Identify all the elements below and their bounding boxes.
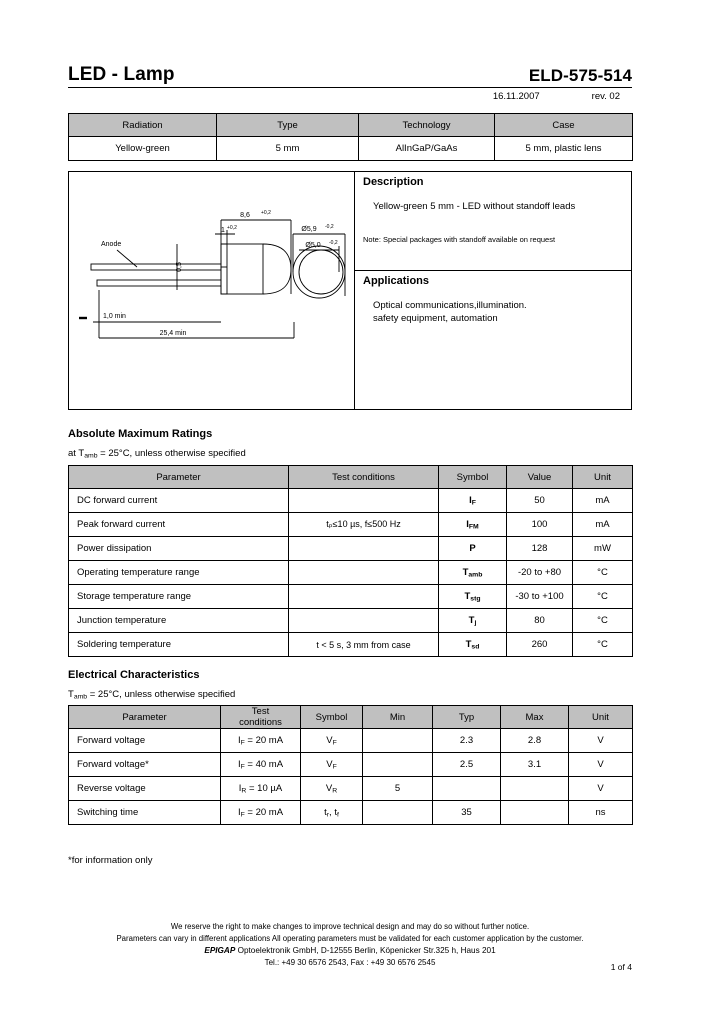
- cond-rest: = 20 mA: [244, 806, 284, 818]
- table-row: [69, 801, 633, 825]
- document-date: 16.11.2007: [492, 91, 540, 102]
- cell-max: [501, 777, 569, 801]
- cell-parameter: Soldering temperature: [69, 633, 289, 657]
- cell-parameter: Reverse voltage: [69, 777, 221, 801]
- cond-subscript: R: [241, 787, 247, 795]
- column-header-unit: Unit: [569, 706, 633, 729]
- symbol-base: I: [466, 518, 469, 530]
- symbol-subscript-2: f: [336, 811, 339, 819]
- description-note: Note: Special packages with standoff available on request: [363, 235, 556, 244]
- drawing-label-body-length-tol: +0,2: [261, 210, 271, 216]
- applications-box: [355, 271, 631, 409]
- table-header-row: [69, 114, 633, 137]
- cell-parameter: Switching time: [69, 801, 221, 825]
- drawing-label-diameter-inner-tol: -0,2: [329, 240, 338, 246]
- column-header-type: Type: [217, 114, 359, 137]
- footer-disclaimer-line-1: We reserve the right to make changes to improve technical design and may do so without further notice.: [170, 922, 530, 931]
- drawing-label-lead-length: 25,4 min: [159, 330, 187, 337]
- cond-subscript: F: [240, 763, 245, 771]
- cell-value: 100: [507, 513, 573, 537]
- applications-heading: Applications: [363, 275, 430, 287]
- column-header-test-conditions: Test conditions: [289, 466, 439, 489]
- symbol-subscript: F: [332, 739, 337, 747]
- cell-unit: °C: [573, 633, 633, 657]
- cell-unit: V: [569, 753, 633, 777]
- cell-max: 2.8: [501, 729, 569, 753]
- cell-symbol: $t_r$, $t_f$: [301, 801, 363, 825]
- test-conditions-line-2: conditions: [239, 717, 282, 728]
- applications-line-1: Optical communications,illumination.: [373, 300, 527, 311]
- drawing-label-flange: 1: [221, 227, 225, 234]
- led-package-drawing-icon: [69, 172, 355, 408]
- description-box: [355, 172, 631, 271]
- page-footer: [68, 921, 632, 972]
- cell-unit: °C: [573, 609, 633, 633]
- drawing-label-flange-tol: +0,2: [227, 225, 237, 231]
- symbol-base: V: [325, 782, 333, 794]
- column-header-symbol: Symbol: [301, 706, 363, 729]
- drawing-label-body-length: 8,6: [240, 212, 250, 219]
- cell-unit: V: [569, 777, 633, 801]
- table-row: [69, 633, 633, 657]
- electrical-characteristics-table: [68, 705, 633, 825]
- ec-section-heading: Electrical Characteristics: [68, 669, 200, 681]
- column-header-case: Case: [495, 114, 633, 137]
- cell-unit: mA: [573, 513, 633, 537]
- page-number: 1 of 4: [610, 962, 632, 972]
- column-header-radiation: Radiation: [69, 114, 217, 137]
- mechanical-drawing-panel: [69, 172, 355, 409]
- symbol-base-2: t: [334, 806, 337, 818]
- symbol-base: T: [465, 638, 472, 650]
- test-conditions-line-1: Test: [251, 706, 270, 717]
- drawing-label-lead-width: 0,5: [176, 262, 183, 272]
- column-header-min: Min: [363, 706, 433, 729]
- cell-min: [363, 729, 433, 753]
- cell-case: 5 mm, plastic lens: [495, 137, 633, 161]
- cell-parameter: Junction temperature: [69, 609, 289, 633]
- cond-base: I: [237, 734, 241, 746]
- cell-value: -30 to +100: [507, 585, 573, 609]
- cell-test-conditions: [221, 753, 301, 777]
- drawing-label-min-height: 1,0 min: [103, 313, 126, 320]
- cell-min: [363, 801, 433, 825]
- symbol-subscript: F: [332, 763, 337, 771]
- column-header-value: Value: [507, 466, 573, 489]
- ec-sub-subscript: amb: [73, 693, 88, 701]
- cond-base: I: [238, 782, 242, 794]
- applications-line-2: safety equipment, automation: [373, 313, 498, 324]
- cell-unit: mW: [573, 537, 633, 561]
- cell-radiation: Yellow-green: [69, 137, 217, 161]
- cond-subscript: F: [240, 811, 245, 819]
- footer-contact-line: Tel.: +49 30 6576 2543, Fax : +49 30 6576 2545: [264, 957, 436, 967]
- cell-parameter: Storage temperature range: [69, 585, 289, 609]
- cell-test-conditions: [289, 537, 439, 561]
- cell-unit: ns: [569, 801, 633, 825]
- amr-table-container: [68, 465, 633, 657]
- cell-parameter: Operating temperature range: [69, 561, 289, 585]
- symbol-base: V: [326, 734, 333, 746]
- cell-test-conditions: tₚ≤10 µs, f≤500 Hz: [289, 513, 439, 537]
- cell-test-conditions: [221, 801, 301, 825]
- cond-rest: = 40 mA: [244, 758, 284, 770]
- symbol-base: V: [326, 758, 333, 770]
- amr-section-heading: Absolute Maximum Ratings: [68, 428, 213, 440]
- table-row: [69, 585, 633, 609]
- description-text: Yellow-green 5 mm - LED without standoff leads: [373, 201, 576, 212]
- table-row: [69, 729, 633, 753]
- cell-test-conditions: t < 5 s, 3 mm from case: [289, 633, 439, 657]
- ec-table-container: [68, 705, 633, 825]
- amr-sub-prefix: at T: [68, 448, 85, 459]
- ec-section-subheading: [68, 689, 235, 701]
- company-name: EPIGAP: [204, 946, 236, 955]
- cell-symbol: [439, 513, 507, 537]
- table-row: [69, 609, 633, 633]
- symbol-subscript: stg: [470, 595, 481, 603]
- cell-value: 50: [507, 489, 573, 513]
- cell-value: 80: [507, 609, 573, 633]
- ec-sub-suffix: = 25°C, unless otherwise specified: [87, 689, 236, 700]
- column-header-max: Max: [501, 706, 569, 729]
- cell-value: 128: [507, 537, 573, 561]
- ec-sub-prefix: T: [68, 689, 74, 700]
- symbol-subscript: j: [474, 619, 477, 627]
- cell-test-conditions: [221, 777, 301, 801]
- column-header-parameter: Parameter: [69, 706, 221, 729]
- cell-parameter: Forward voltage*: [69, 753, 221, 777]
- package-info-panel: [68, 171, 632, 410]
- drawing-label-diameter-outer-tol: -0,2: [325, 224, 334, 230]
- symbol-base: P: [469, 542, 476, 554]
- symbol-base: T: [464, 590, 471, 602]
- cell-value: -20 to +80: [507, 561, 573, 585]
- symbol-subscript: amb: [468, 571, 483, 579]
- symbol-base: I: [469, 494, 472, 506]
- cell-symbol: [439, 537, 507, 561]
- column-header-symbol: Symbol: [439, 466, 507, 489]
- table-header-row: [69, 706, 633, 729]
- drawing-label-diameter-outer: Ø5,9: [301, 226, 317, 233]
- table-row: [69, 537, 633, 561]
- cell-max: [501, 801, 569, 825]
- symbol-subscript: r: [326, 811, 330, 819]
- symbol-subscript: F: [471, 499, 476, 507]
- amr-section-subheading: [68, 448, 246, 460]
- cell-symbol: [301, 753, 363, 777]
- table-row: [69, 561, 633, 585]
- cell-max: 3.1: [501, 753, 569, 777]
- ec-footnote: *for information only: [68, 855, 153, 866]
- cell-test-conditions: [289, 489, 439, 513]
- footer-company-line: [68, 945, 632, 957]
- drawing-label-diameter-inner: Ø5,0: [305, 242, 321, 249]
- column-header-technology: Technology: [359, 114, 495, 137]
- cell-parameter: Peak forward current: [69, 513, 289, 537]
- cell-min: [363, 753, 433, 777]
- cell-test-conditions: [289, 561, 439, 585]
- cell-test-conditions: [221, 729, 301, 753]
- drawing-label-anode: Anode: [101, 241, 122, 248]
- header-meta-row: [68, 88, 632, 102]
- cond-rest: = 20 mA: [244, 734, 284, 746]
- summary-table-container: [68, 113, 633, 161]
- table-row: [69, 489, 633, 513]
- column-header-typ: Typ: [433, 706, 501, 729]
- cond-base: I: [237, 758, 241, 770]
- cell-value: 260: [507, 633, 573, 657]
- cond-base: I: [237, 806, 241, 818]
- table-row: [69, 137, 633, 161]
- cell-parameter: Forward voltage: [69, 729, 221, 753]
- cond-rest: = 10 µA: [246, 782, 283, 794]
- summary-table: [68, 113, 633, 161]
- cell-symbol: [439, 561, 507, 585]
- cell-typ: 2.5: [433, 753, 501, 777]
- cell-typ: 35: [433, 801, 501, 825]
- cell-unit: mA: [573, 489, 633, 513]
- cell-unit: °C: [573, 585, 633, 609]
- symbol-subscript: FM: [468, 523, 479, 531]
- absolute-maximum-ratings-table: [68, 465, 633, 657]
- cond-subscript: F: [240, 739, 245, 747]
- symbol-subscript: R: [332, 787, 338, 795]
- cell-symbol: [301, 729, 363, 753]
- cell-symbol: [439, 489, 507, 513]
- cell-min: 5: [363, 777, 433, 801]
- company-address: Optoelektronik GmbH, D-12555 Berlin, Köpenicker Str.325 h, Haus 201: [235, 946, 496, 955]
- footer-disclaimer-line-2: Parameters can vary in different applications All operating parameters must be validated for each customer application by the customer.: [116, 933, 584, 943]
- table-row: [69, 777, 633, 801]
- description-heading: Description: [363, 176, 424, 188]
- column-header-parameter: Parameter: [69, 466, 289, 489]
- part-number: ELD-575-514: [528, 66, 632, 85]
- cell-parameter: Power dissipation: [69, 537, 289, 561]
- symbol-subscript: sd: [471, 643, 480, 651]
- cell-test-conditions: [289, 585, 439, 609]
- description-applications-panel: [355, 172, 631, 409]
- document-revision: rev. 02: [591, 91, 620, 102]
- table-header-row: [69, 466, 633, 489]
- symbol-base: T: [462, 566, 469, 578]
- cell-parameter: DC forward current: [69, 489, 289, 513]
- page-title: LED - Lamp: [68, 64, 175, 85]
- column-header-unit: Unit: [573, 466, 633, 489]
- page-header: [68, 64, 632, 102]
- cell-test-conditions: [289, 609, 439, 633]
- cell-unit: °C: [573, 561, 633, 585]
- cell-type: 5 mm: [217, 137, 359, 161]
- footer-inner: [68, 921, 632, 972]
- cell-technology: AlInGaP/GaAs: [359, 137, 495, 161]
- symbol-base: T: [468, 614, 475, 626]
- cell-unit: V: [569, 729, 633, 753]
- cell-symbol: [301, 777, 363, 801]
- header-title-row: [68, 64, 632, 88]
- amr-sub-suffix: = 25°C, unless otherwise specified: [97, 448, 246, 459]
- cell-symbol: [439, 585, 507, 609]
- table-row: [69, 753, 633, 777]
- cell-typ: [433, 777, 501, 801]
- table-row: [69, 513, 633, 537]
- symbol-base: t: [324, 806, 327, 818]
- column-header-test-conditions: [221, 706, 301, 729]
- cell-typ: 2.3: [433, 729, 501, 753]
- cell-symbol: [439, 633, 507, 657]
- cell-symbol: [439, 609, 507, 633]
- amr-sub-subscript: amb: [84, 452, 98, 460]
